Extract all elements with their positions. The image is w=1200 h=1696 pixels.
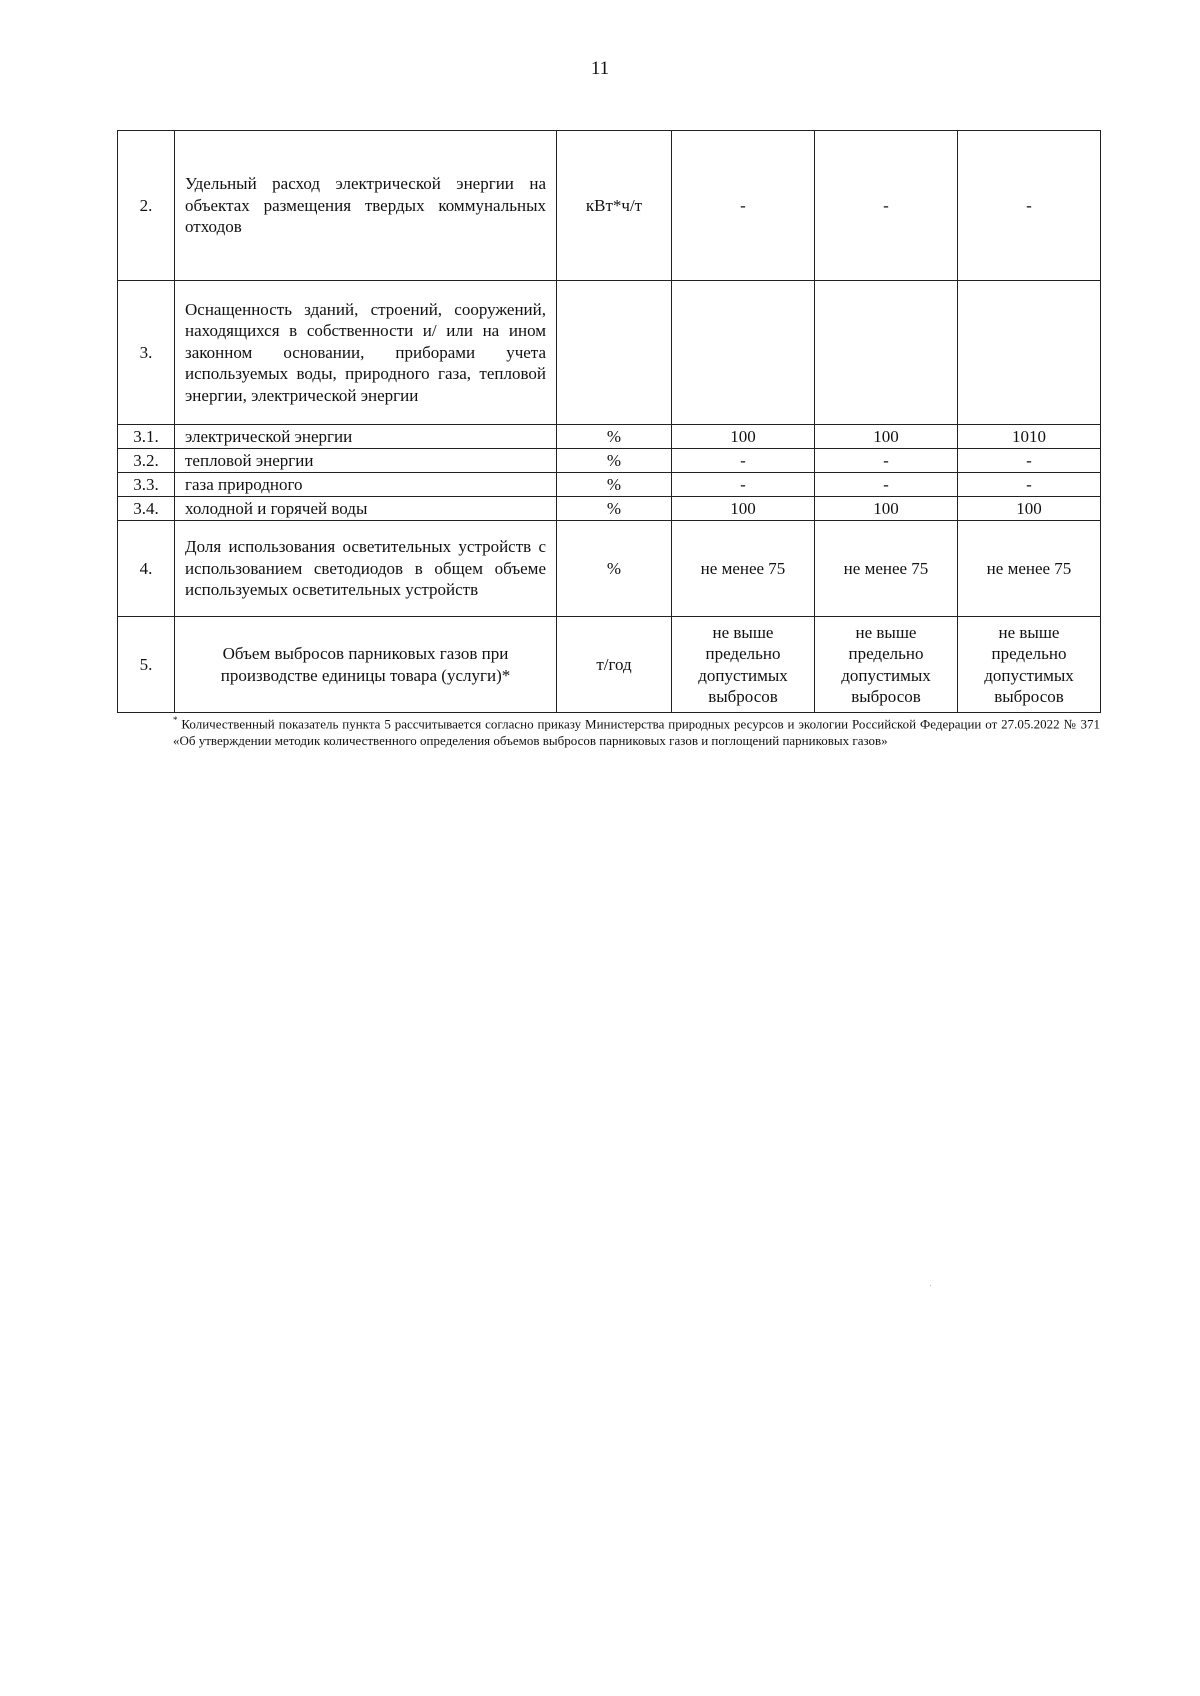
row-value [672,281,815,425]
row-unit [557,281,672,425]
table-row [118,425,1101,449]
row-value: - [958,473,1101,497]
row-name: тепловой энергии [175,449,557,473]
row-number: 4. [118,521,175,617]
row-value: - [815,131,958,281]
row-name: Объем выбросов парниковых газов при производстве единицы товара (услуги)* [175,617,557,713]
footnote [173,712,1100,749]
row-value: не выше предельно допустимых выбросов [815,617,958,713]
table-row [118,473,1101,497]
row-value: - [958,131,1101,281]
row-value: - [672,449,815,473]
row-value [815,281,958,425]
indicators-table [117,130,1101,713]
table-row [118,617,1101,713]
row-number: 3. [118,281,175,425]
row-value: 100 [815,497,958,521]
row-unit: % [557,497,672,521]
row-unit: % [557,473,672,497]
footnote-marker: * [173,715,178,725]
row-unit: % [557,449,672,473]
row-number: 5. [118,617,175,713]
row-name: электрической энергии [175,425,557,449]
row-value: не выше предельно допустимых выбросов [672,617,815,713]
row-unit: % [557,425,672,449]
row-value: - [672,131,815,281]
row-value: 100 [672,425,815,449]
row-name: холодной и горячей воды [175,497,557,521]
row-number: 2. [118,131,175,281]
table-row [118,497,1101,521]
row-unit: кВт*ч/т [557,131,672,281]
footnote-text: Количественный показатель пункта 5 рассчитывается согласно приказу Министерства природных ресурсов и экологии Российской Федерации от 27.05.2022 № 371 «Об утверждении методик количественного определения объемов выбросов парниковых газов и поглощений парниковых газов» [173,716,1100,749]
row-name: газа природного [175,473,557,497]
row-number: 3.4. [118,497,175,521]
table-row [118,449,1101,473]
page-number: 11 [590,58,610,79]
row-name: Доля использования осветительных устройств с использованием светодиодов в общем объеме используемых осветительных устройств [175,521,557,617]
row-value: не выше предельно допустимых выбросов [958,617,1101,713]
row-value: - [672,473,815,497]
row-number: 3.2. [118,449,175,473]
table-row [118,131,1101,281]
row-value: не менее 75 [672,521,815,617]
row-value: 1010 [958,425,1101,449]
table-row [118,521,1101,617]
row-value: - [815,449,958,473]
row-name: Удельный расход электрической энергии на объектах размещения твердых коммунальных отходов [175,131,557,281]
scan-speck [930,1285,931,1286]
row-value: - [958,449,1101,473]
row-value: 100 [958,497,1101,521]
row-name: Оснащенность зданий, строений, сооружений, находящихся в собственности и/ или на ином законном основании, приборами учета используемых воды, природного газа, тепловой энергии, электрической энергии [175,281,557,425]
row-unit: т/год [557,617,672,713]
row-number: 3.3. [118,473,175,497]
row-number: 3.1. [118,425,175,449]
row-value: 100 [815,425,958,449]
table-row [118,281,1101,425]
row-value: не менее 75 [815,521,958,617]
row-value [958,281,1101,425]
row-value: не менее 75 [958,521,1101,617]
row-value: 100 [672,497,815,521]
row-value: - [815,473,958,497]
row-unit: % [557,521,672,617]
